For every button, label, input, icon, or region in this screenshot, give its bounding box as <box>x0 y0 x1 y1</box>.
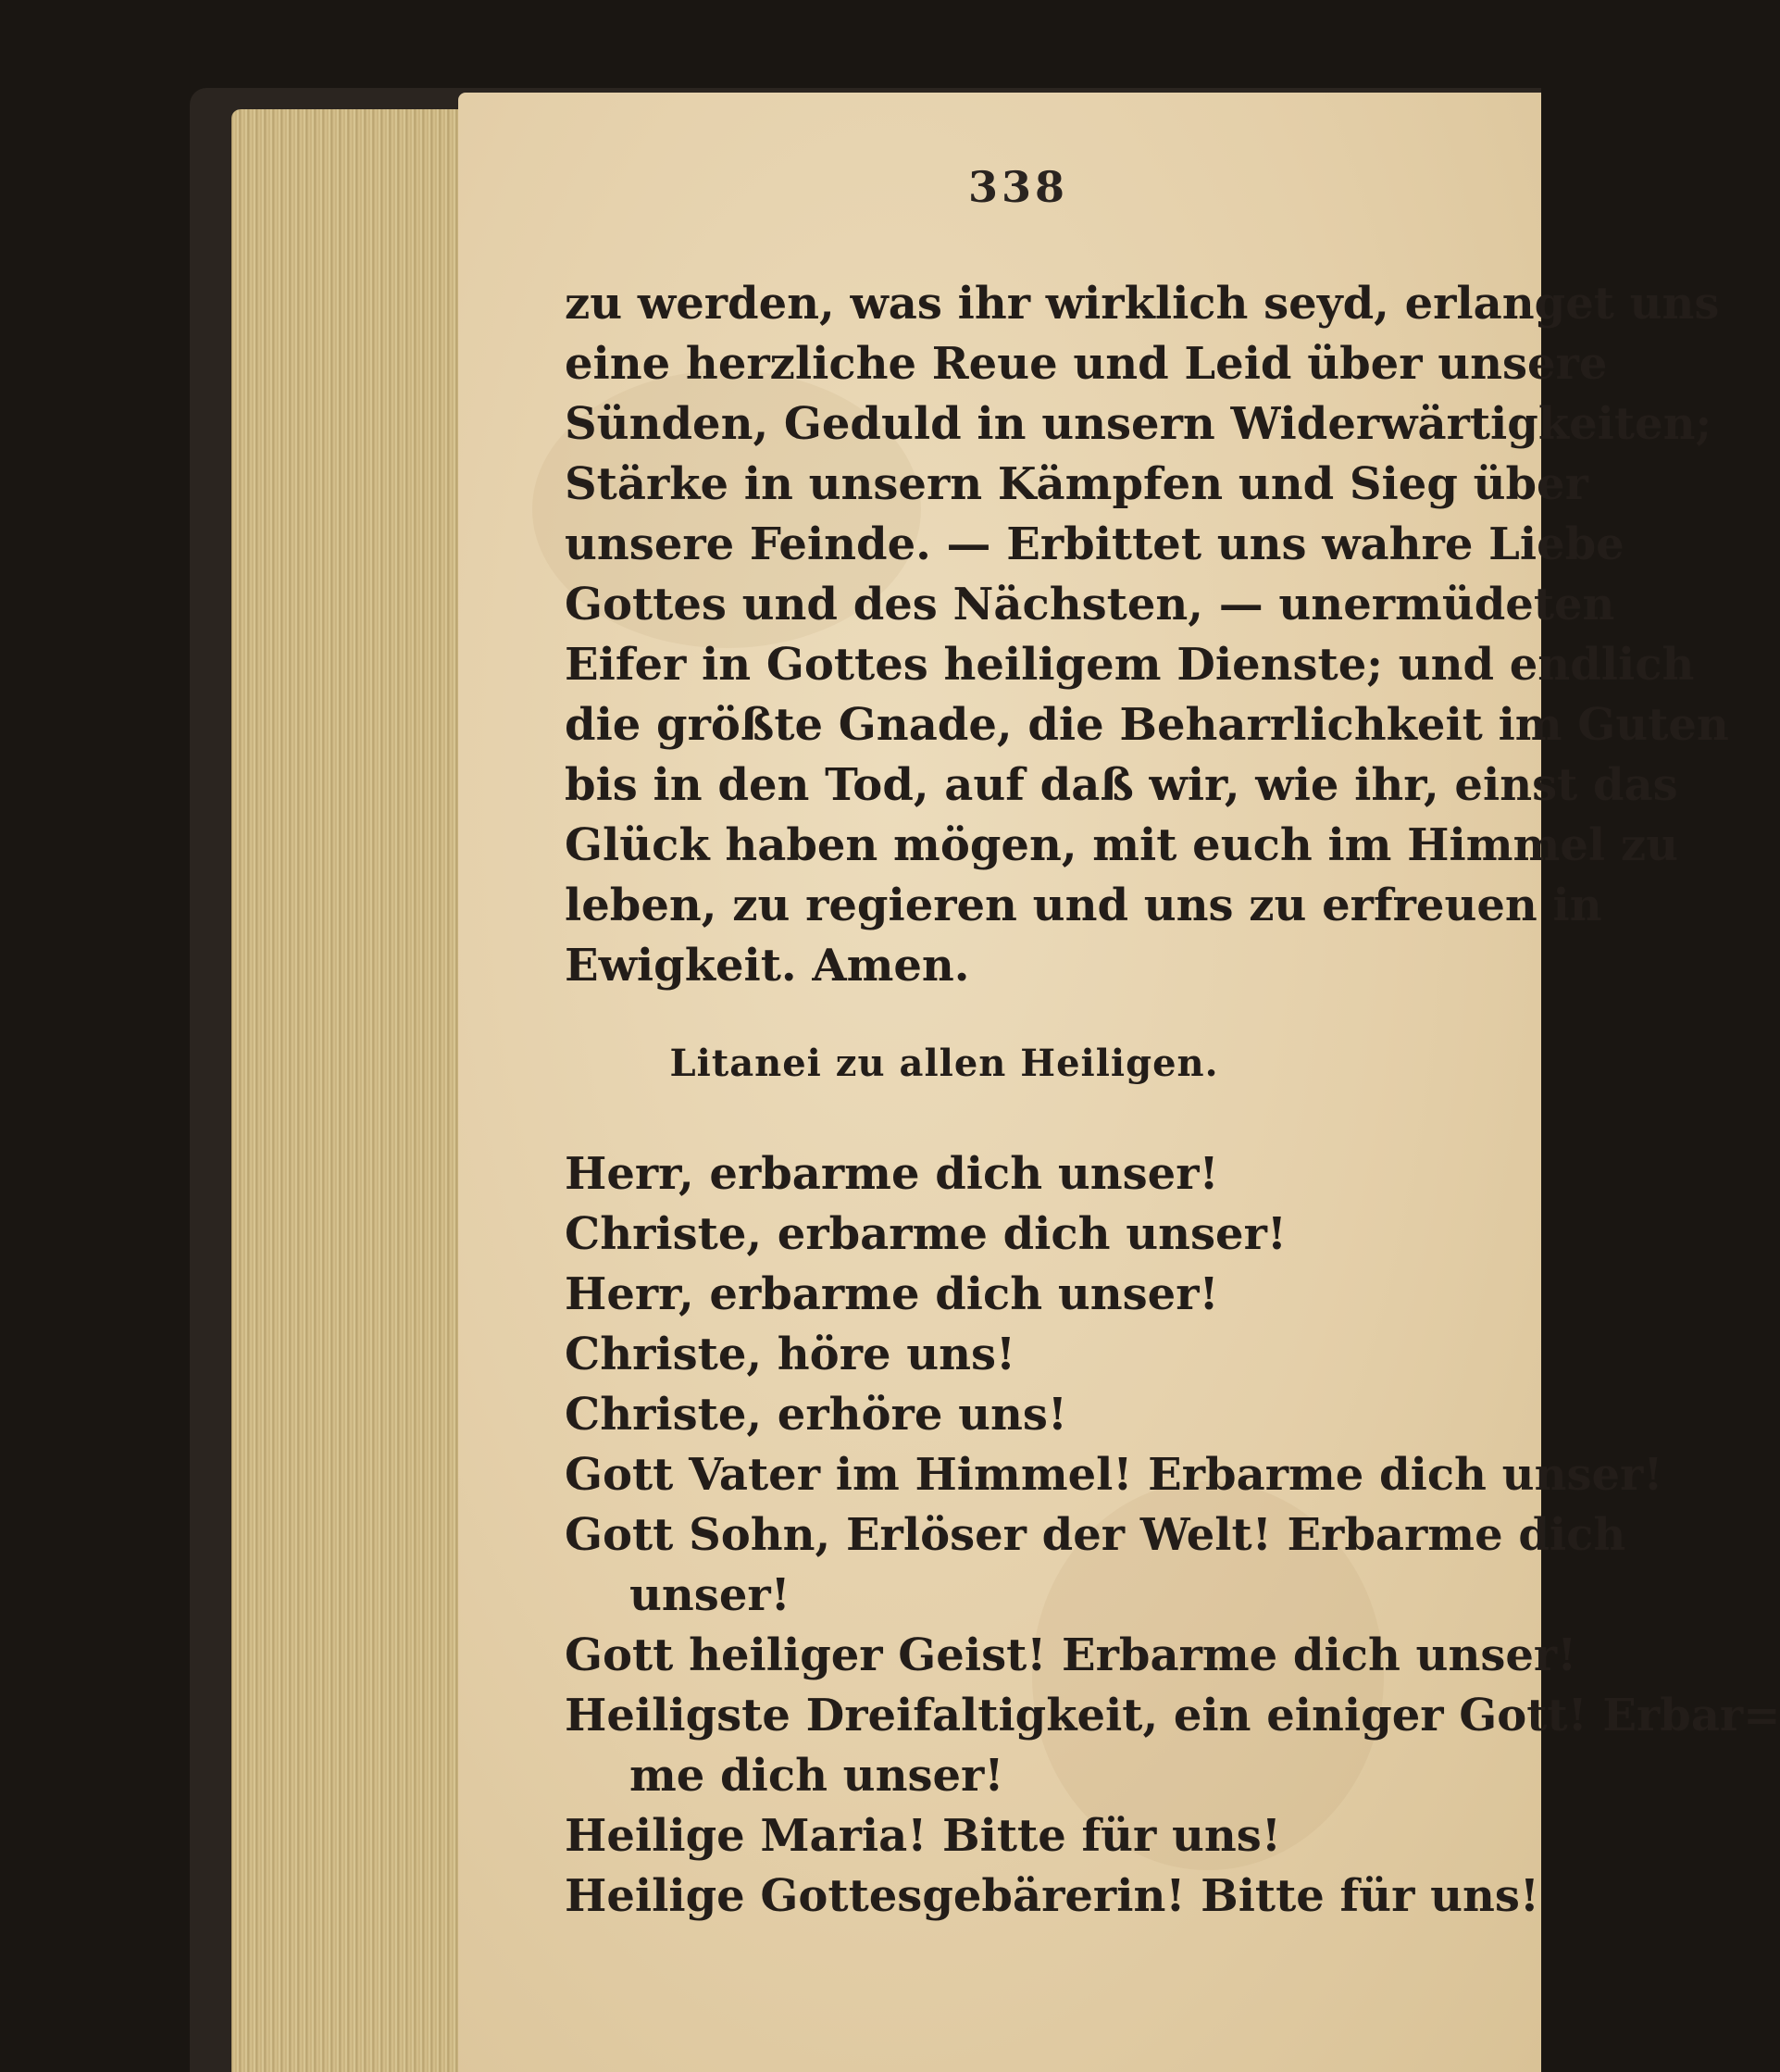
paragraph-line: zu werden, was ihr wirklich seyd, erlanget uns <box>565 278 1720 330</box>
paragraph-line: die größte Gnade, die Beharrlichkeit im Guten <box>565 699 1729 751</box>
litany-line: Gott Sohn, Erlöser der Welt! Erbarme dich <box>565 1509 1626 1561</box>
paragraph-line: Stärke in unsern Kämpfen und Sieg über <box>565 458 1588 510</box>
litany-line: unser! <box>629 1569 790 1621</box>
section-heading: Litanei zu allen Heiligen. <box>669 1042 1219 1085</box>
litany-line: Christe, erbarme dich unser! <box>565 1208 1287 1260</box>
litany-line: Heilige Gottesgebärerin! Bitte für uns! <box>565 1870 1539 1922</box>
page-number: 338 <box>967 162 1069 212</box>
litany-line: Christe, erhöre uns! <box>565 1389 1067 1441</box>
litany-line: Gott Vater im Himmel! Erbarme dich unser! <box>565 1449 1663 1501</box>
litany-line: Gott heiliger Geist! Erbarme dich unser! <box>565 1629 1577 1681</box>
paragraph-line: Eifer in Gottes heiligem Dienste; und endlich <box>565 639 1695 691</box>
litany-line: Heiligste Dreifaltigkeit, ein einiger Gott! Erbar= <box>565 1690 1780 1741</box>
litany-line: Heilige Maria! Bitte für uns! <box>565 1810 1281 1862</box>
page-edges <box>231 109 467 2072</box>
litany-line: Herr, erbarme dich unser! <box>565 1268 1219 1320</box>
paragraph-line: unsere Feinde. — Erbittet uns wahre Liebe <box>565 518 1624 570</box>
paragraph-line: eine herzliche Reue und Leid über unsere <box>565 338 1608 390</box>
paragraph-line: Sünden, Geduld in unsern Widerwärtigkeiten; <box>565 398 1712 450</box>
paragraph-line: leben, zu regieren und uns zu erfreuen in <box>565 880 1602 931</box>
litany-line: me dich unser! <box>629 1750 1004 1802</box>
litany-line: Herr, erbarme dich unser! <box>565 1148 1219 1200</box>
paragraph-line: Gottes und des Nächsten, — unermüdeten <box>565 579 1615 630</box>
paragraph-line: Glück haben mögen, mit euch im Himmel zu <box>565 819 1678 871</box>
litany-line: Christe, höre uns! <box>565 1329 1016 1380</box>
paragraph-line: Ewigkeit. Amen. <box>565 940 970 992</box>
paragraph-line: bis in den Tod, auf daß wir, wie ihr, einst das <box>565 759 1678 811</box>
